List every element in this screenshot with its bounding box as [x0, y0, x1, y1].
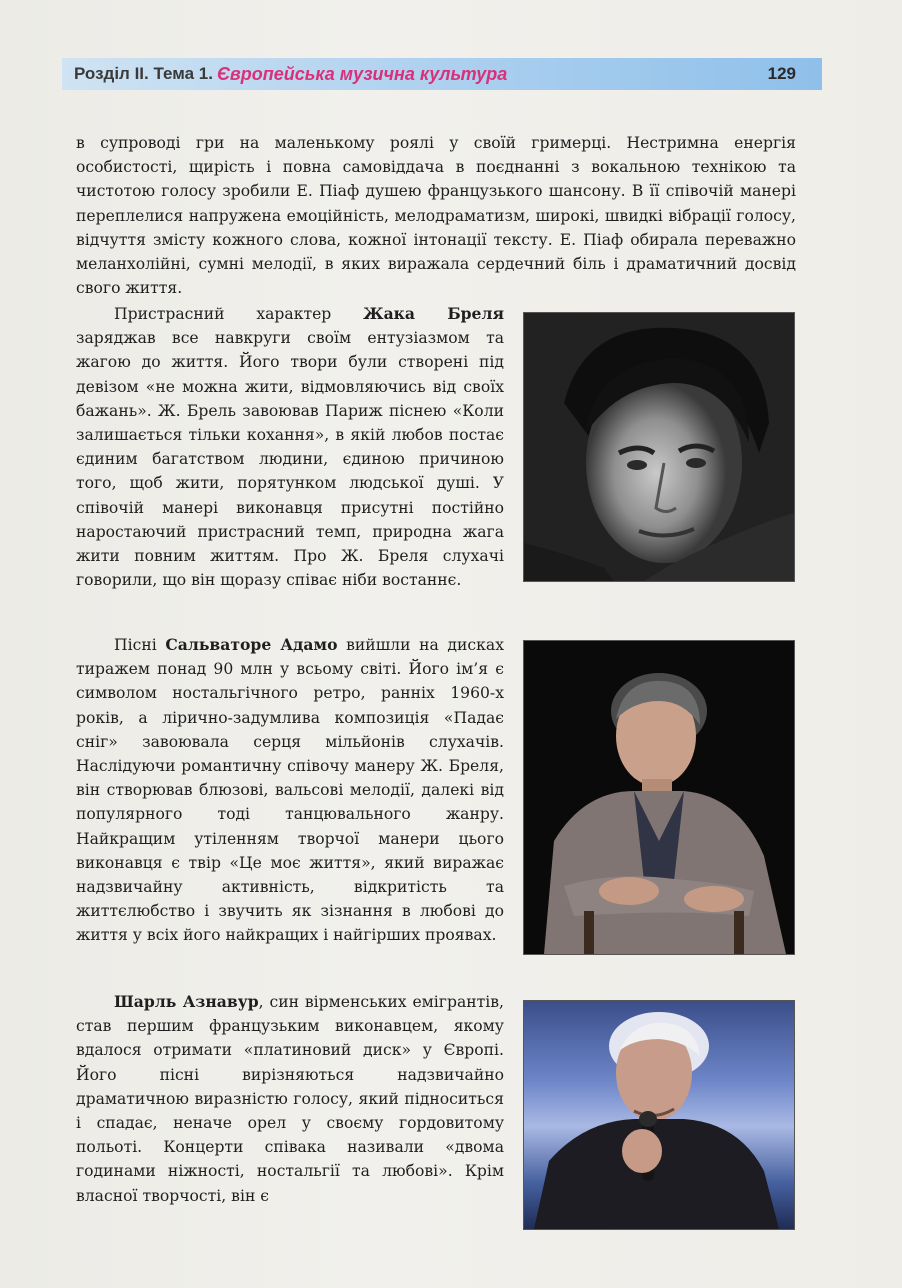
- adamo-lead: Пісні: [114, 636, 166, 654]
- brel-portrait-illustration: [524, 313, 794, 581]
- intro-text: в супроводі гри на маленькому роялі у своїй гримерці. Нестримна енергія особистості, щирість і повна самовіддача в поєднанні з вокальною технікою та чистотою голосу зробили Е. Піаф душею французького шансону. В її співочій манері переплелися напружена емоційність, мелодраматизм, широкі, швидкі вібрації голосу, відчуття змісту кожного слова, кожної інтонації тексту. Е. Піаф обирала переважно меланхолійні, сумні мелодії, в яких виражала сердечний біль і драматичний досвід свого життя.: [76, 134, 796, 298]
- aznavour-portrait-photo: [523, 1000, 795, 1230]
- brel-text: заряджав все навкруги своїм ентузіазмом та жагою до життя. Його твори були створені під девізом «не можна жити, відмовляючись від своїх бажань». Ж. Брель завоював Париж піснею «Коли залишається тільки кохання», в якій любов постає єдиним багатством людини, єдиною причиною того, щоб жити, порятунком людської душі. У співочій манері виконавця присутні постійно наростаючий пристрасний темп, природна жага жити повним життям. Про Ж. Бреля слухачі говорили, що він щоразу співає ніби востаннє.: [76, 329, 504, 590]
- aznavour-text: , син вірменських емігрантів, став першим французьким виконавцем, якому вдалося отримати «платиновий диск» у Європі. Його пісні вирізняються надзвичайно драматичною виразністю голосу, який підноситься і спадає, неначе орел у своєму гордовитому польоті. Концерти співака називали «двома годинами ніжності, ностальгії та любові». Крім власної творчості, він є: [76, 993, 504, 1205]
- page-header: [62, 58, 822, 90]
- adamo-portrait-illustration: [524, 641, 794, 954]
- intro-paragraph: [76, 131, 796, 300]
- brel-name: Жака Бреля: [363, 304, 504, 323]
- aznavour-portrait-illustration: [524, 1001, 794, 1229]
- header-section-label: Розділ ІІ. Тема 1.: [74, 64, 213, 83]
- adamo-name: Сальваторе Адамо: [165, 635, 338, 654]
- aznavour-paragraph: [76, 990, 504, 1208]
- brel-paragraph: [76, 302, 504, 592]
- adamo-portrait-photo: [523, 640, 795, 955]
- adamo-paragraph: [76, 633, 504, 948]
- page-number: 129: [767, 64, 796, 83]
- brel-portrait-photo: [523, 312, 795, 582]
- adamo-text: вийшли на дисках тиражем понад 90 млн у всьому світі. Його ім’я є символом ностальгічного ретро, ранніх 1960-х років, а лірично-задумлива композиція «Падає сніг» завоювала серця мільйонів слухачів. Наслідуючи романтичну співочу манеру Ж. Бреля, він створював блюзові, вальсові мелодії, далекі від популярного тоді танцювального жанру. Найкращим утіленням творчої манери цього виконавця є твір «Це моє життя», який виражає надзвичайну активність, відкритість та життєлюбство і звучить як зізнання в любові до життя у всіх його найкращих і найгірших проявах.: [76, 636, 504, 945]
- header-theme-title: Європейська музична культура: [216, 63, 508, 84]
- aznavour-name: Шарль Азнавур: [114, 992, 259, 1011]
- brel-lead: Пристрасний характер: [114, 305, 364, 323]
